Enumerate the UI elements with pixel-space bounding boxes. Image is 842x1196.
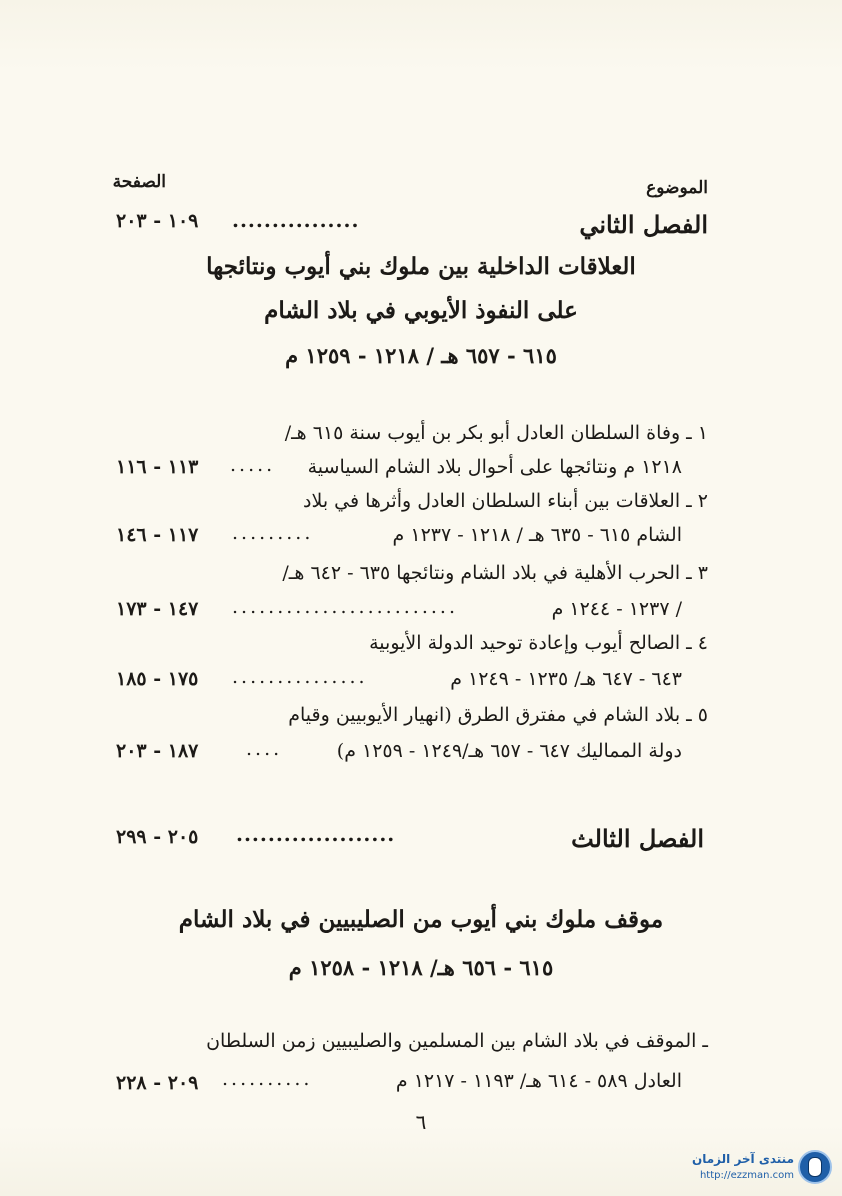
chapter3-heading-dates: ٦١٥ - ٦٥٦ هـ/ ١٢١٨ - ١٢٥٨ م [288, 955, 554, 980]
topic-column-header: الموضوع [646, 178, 708, 198]
entry2-dots: ......... [232, 522, 314, 544]
entry4-line1: ٤ ـ الصالح أيوب وإعادة توحيد الدولة الأيوبية [369, 632, 708, 654]
page-column-header: الصفحة [112, 172, 166, 192]
chapter3-heading-line1: موقف ملوك بني أيوب من الصليبيين في بلاد الشام [178, 906, 664, 933]
entry5-pages: ١٨٧ - ٢٠٣ [116, 740, 199, 762]
entry4-pages: ١٧٥ - ١٨٥ [116, 668, 199, 690]
entry2-pages: ١١٧ - ١٤٦ [116, 524, 199, 546]
entry1-line2: ١٢١٨ م ونتائجها على أحوال بلاد الشام السياسية [307, 456, 682, 478]
entry3-pages: ١٤٧ - ١٧٣ [116, 598, 199, 620]
chapter2-heading-line1: العلاقات الداخلية بين ملوك بني أيوب ونتائجها [206, 253, 636, 280]
entry4-dots: ............... [232, 666, 368, 688]
chapter2-pages: ١٠٩ - ٢٠٣ [116, 210, 199, 232]
chapter3-entry1-dots: .......... [222, 1068, 313, 1090]
chapter2-heading-line2: على النفوذ الأيوبي في بلاد الشام [264, 297, 578, 324]
entry5-line1: ٥ ـ بلاد الشام في مفترق الطرق (انهيار الأيوبيين وقيام [288, 704, 708, 726]
forum-logo-url: http://ezzman.com [699, 1170, 794, 1181]
page-number: ٦ [415, 1110, 427, 1134]
chapter3-title: الفصل الثالث [571, 824, 704, 853]
entry1-dots: ..... [230, 454, 276, 476]
chapter2-heading-dates: ٦١٥ - ٦٥٧ هـ / ١٢١٨ - ١٢٥٩ م [285, 343, 557, 368]
entry4-line2: ٦٤٣ - ٦٤٧ هـ/ ١٢٣٥ - ١٢٤٩ م [450, 668, 682, 690]
forum-logo-name: منتدى آخر الزمان [692, 1152, 794, 1166]
entry3-line1: ٣ ـ الحرب الأهلية في بلاد الشام ونتائجها ٦٣٥ - ٦٤٢ هـ/ [282, 562, 708, 584]
forum-logo-icon [798, 1150, 832, 1184]
chapter3-entry1-line2: العادل ٥٨٩ - ٦١٤ هـ/ ١١٩٣ - ١٢١٧ م [395, 1070, 682, 1092]
chapter3-entry1-pages: ٢٠٩ - ٢٢٨ [116, 1072, 199, 1094]
entry3-line2: / ١٢٣٧ - ١٢٤٤ م [551, 598, 682, 620]
entry3-dots: ......................... [232, 596, 458, 618]
entry5-line2: دولة المماليك ٦٤٧ - ٦٥٧ هـ/١٢٤٩ - ١٢٥٩ م) [336, 740, 682, 762]
forum-watermark-logo [660, 1146, 836, 1190]
chapter3-pages: ٢٠٥ - ٢٩٩ [116, 826, 199, 848]
chapter2-title: الفصل الثاني [579, 210, 708, 239]
entry1-line1: ١ ـ وفاة السلطان العادل أبو بكر بن أيوب سنة ٦١٥ هـ/ [284, 422, 708, 444]
entry5-dots: .... [246, 738, 283, 760]
chapter3-dots: .................... [236, 822, 396, 846]
chapter3-entry1-line1: ـ الموقف في بلاد الشام بين المسلمين والصليبيين زمن السلطان [206, 1030, 708, 1052]
chapter2-dots: ................ [232, 208, 360, 232]
entry1-pages: ١١٣ - ١١٦ [116, 456, 199, 478]
entry2-line1: ٢ ـ العلاقات بين أبناء السلطان العادل وأثرها في بلاد [303, 490, 708, 512]
entry2-line2: الشام ٦١٥ - ٦٣٥ هـ / ١٢١٨ - ١٢٣٧ م [392, 524, 682, 546]
